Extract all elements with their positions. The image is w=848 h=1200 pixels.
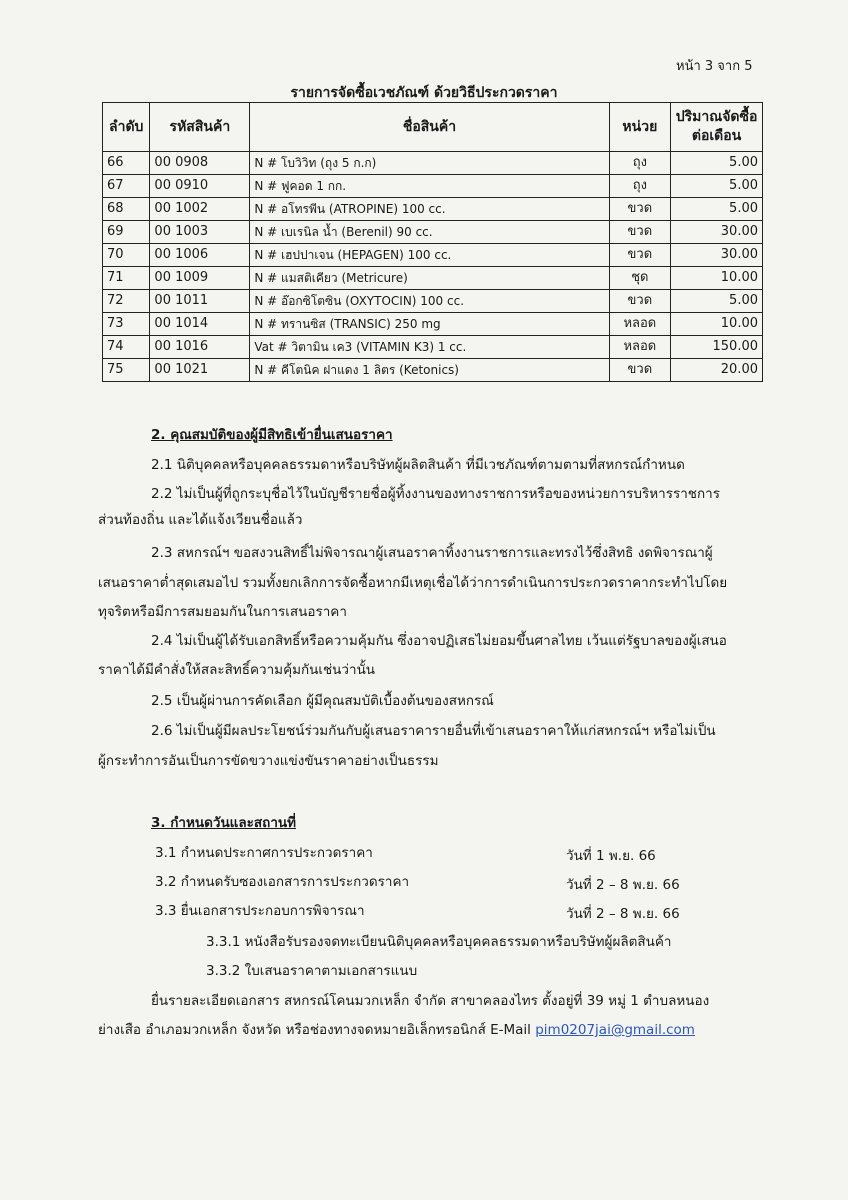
row-number-cell: 71: [103, 267, 150, 290]
submission-text: ย่างเสือ อำเภอมวกเหล็ก จังหวัด หรือช่องทางจดหมายอิเล็กทรอนิกส์ E-Mail: [98, 1022, 531, 1038]
product-name-cell: N # ฟูคอด 1 กก.: [250, 175, 609, 198]
product-code-cell: 00 1021: [150, 359, 250, 382]
requirement-3-3-1: 3.3.1 หนังสือรับรองจดทะเบียนนิติบุคคลหรือบุคคลธรรมดาหรือบริษัทผู้ผลิตสินค้า: [206, 934, 672, 950]
product-code-cell: 00 1009: [150, 267, 250, 290]
unit-cell: หลอด: [609, 313, 671, 336]
section2-heading: 2. คุณสมบัติของผู้มีสิทธิเข้ายื่นเสนอราคา: [151, 427, 393, 443]
unit-cell: ถุง: [609, 152, 671, 175]
product-code-cell: 00 0910: [150, 175, 250, 198]
product-name-cell: N # อ๊อกซิโตซิน (OXYTOCIN) 100 cc.: [250, 290, 609, 313]
submission-line2: [98, 1021, 695, 1039]
monthly-quantity-cell: 30.00: [671, 221, 763, 244]
email-link[interactable]: pim0207jai@gmail.com: [535, 1022, 695, 1038]
monthly-quantity-cell: 5.00: [671, 198, 763, 221]
section2-item-2-line2: ส่วนท้องถิ่น และได้แจ้งเวียนชื่อแล้ว: [98, 512, 303, 528]
page-number: หน้า 3 จาก 5: [676, 59, 753, 74]
header-qty-line1: ปริมาณจัดซื้อ: [675, 109, 758, 125]
product-code-cell: 00 1003: [150, 221, 250, 244]
row-number-cell: 75: [103, 359, 150, 382]
product-name-cell: N # ทรานซิส (TRANSIC) 250 mg: [250, 313, 609, 336]
section2-item-1: 2.1 นิติบุคคลหรือบุคคลธรรมดาหรือบริษัทผู้ผลิตสินค้า ที่มีเวชภัณฑ์ตามตามที่สหกรณ์กำหนด: [151, 457, 685, 473]
section2-item-4-line2: ราคาได้มีคำสั่งให้สละสิทธิ์ความคุ้มกันเช่นว่านั้น: [98, 662, 376, 678]
section2-item-5: 2.5 เป็นผู้ผ่านการคัดเลือก ผู้มีคุณสมบัติเบื้องต้นของสหกรณ์: [151, 693, 494, 709]
unit-cell: ขวด: [609, 290, 671, 313]
monthly-quantity-cell: 5.00: [671, 175, 763, 198]
product-name-cell: Vat # วิตามิน เค3 (VITAMIN K3) 1 cc.: [250, 336, 609, 359]
table-header-row: [103, 103, 763, 152]
schedule-label-2: 3.2 กำหนดรับซองเอกสารการประกวดราคา: [155, 874, 410, 890]
section2-item-4-line1: 2.4 ไม่เป็นผู้ได้รับเอกสิทธิ์หรือความคุ้มกัน ซึ่งอาจปฏิเสธไม่ยอมขึ้นศาลไทย เว้นแต่รัฐบาลของผู้เสนอ: [151, 633, 727, 649]
product-code-cell: 00 1016: [150, 336, 250, 359]
section2-item-3-line3: ทุจริตหรือมีการสมยอมกันในการเสนอราคา: [98, 604, 347, 620]
product-name-cell: N # โบวิวิท (ถุง 5 ก.ก): [250, 152, 609, 175]
header-code: รหัสสินค้า: [150, 103, 250, 152]
unit-cell: ขวด: [609, 221, 671, 244]
header-no: ลำดับ: [103, 103, 150, 152]
row-number-cell: 67: [103, 175, 150, 198]
header-qty-line2: ต่อเดือน: [691, 128, 742, 144]
table-row: [103, 267, 763, 290]
monthly-quantity-cell: 10.00: [671, 267, 763, 290]
section2-item-6-line1: 2.6 ไม่เป็นผู้มีผลประโยชน์ร่วมกันกับผู้เสนอราคารายอื่นที่เข้าเสนอราคาให้แก่สหกรณ์ฯ หรือไม่เป็น: [151, 723, 716, 739]
table-row: [103, 290, 763, 313]
monthly-quantity-cell: 5.00: [671, 290, 763, 313]
row-number-cell: 69: [103, 221, 150, 244]
section2-item-6-line2: ผู้กระทำการอันเป็นการขัดขวางแข่งขันราคาอย่างเป็นธรรม: [98, 753, 439, 769]
monthly-quantity-cell: 5.00: [671, 152, 763, 175]
table-row: [103, 313, 763, 336]
submission-line1: ยื่นรายละเอียดเอกสาร สหกรณ์โคนมวกเหล็ก จำกัด สาขาคลองไทร ตั้งอยู่ที่ 39 หมู่ 1 ตำบลหนอง: [151, 993, 710, 1009]
unit-cell: ขวด: [609, 244, 671, 267]
schedule-date-3: วันที่ 2 – 8 พ.ย. 66: [566, 906, 680, 922]
product-code-cell: 00 1011: [150, 290, 250, 313]
table-row: [103, 152, 763, 175]
row-number-cell: 74: [103, 336, 150, 359]
schedule-date-1: วันที่ 1 พ.ย. 66: [566, 848, 656, 864]
product-name-cell: N # เบเรนิล น้ำ (Berenil) 90 cc.: [250, 221, 609, 244]
row-number-cell: 66: [103, 152, 150, 175]
schedule-date-2: วันที่ 2 – 8 พ.ย. 66: [566, 877, 680, 893]
document-title: รายการจัดซื้อเวชภัณฑ์ ด้วยวิธีประกวดราคา: [290, 85, 558, 101]
product-name-cell: N # เฮปปาเจน (HEPAGEN) 100 cc.: [250, 244, 609, 267]
header-qty: [671, 103, 763, 152]
schedule-label-1: 3.1 กำหนดประกาศการประกวดราคา: [155, 845, 373, 861]
header-name: ชื่อสินค้า: [250, 103, 609, 152]
monthly-quantity-cell: 20.00: [671, 359, 763, 382]
header-unit: หน่วย: [609, 103, 671, 152]
table-row: [103, 359, 763, 382]
product-code-cell: 00 0908: [150, 152, 250, 175]
unit-cell: ขวด: [609, 198, 671, 221]
table-row: [103, 221, 763, 244]
schedule-label-3: 3.3 ยื่นเอกสารประกอบการพิจารณา: [155, 903, 365, 919]
row-number-cell: 70: [103, 244, 150, 267]
unit-cell: หลอด: [609, 336, 671, 359]
product-code-cell: 00 1006: [150, 244, 250, 267]
monthly-quantity-cell: 30.00: [671, 244, 763, 267]
monthly-quantity-cell: 150.00: [671, 336, 763, 359]
row-number-cell: 72: [103, 290, 150, 313]
unit-cell: ถุง: [609, 175, 671, 198]
product-name-cell: N # แมสติเคียว (Metricure): [250, 267, 609, 290]
section2-item-3-line1: 2.3 สหกรณ์ฯ ขอสงวนสิทธิ์ไม่พิจารณาผู้เสนอราคาทิ้งงานราชการและทรงไว้ซึ่งสิทธิ งดพิจารณาผู้: [151, 545, 713, 561]
section3-heading: 3. กำหนดวันและสถานที่: [151, 815, 297, 831]
unit-cell: ชุด: [609, 267, 671, 290]
product-name-cell: N # อโทรพีน (ATROPINE) 100 cc.: [250, 198, 609, 221]
table-row: [103, 244, 763, 267]
unit-cell: ขวด: [609, 359, 671, 382]
row-number-cell: 68: [103, 198, 150, 221]
row-number-cell: 73: [103, 313, 150, 336]
product-name-cell: N # คีโตนิค ฝาแดง 1 ลิตร (Ketonics): [250, 359, 609, 382]
monthly-quantity-cell: 10.00: [671, 313, 763, 336]
section2-item-3-line2: เสนอราคาต่ำสุดเสมอไป รวมทั้งยกเลิกการจัดซื้อหากมีเหตุเชื่อได้ว่าการดำเนินการประกวดราคากระทำไปโดย: [98, 575, 728, 591]
table-row: [103, 198, 763, 221]
procurement-table: [102, 102, 763, 382]
product-code-cell: 00 1002: [150, 198, 250, 221]
section2-item-2-line1: 2.2 ไม่เป็นผู้ที่ถูกระบุชื่อไว้ในบัญชีรายชื่อผู้ทิ้งงานของทางราชการหรือของหน่วยการบริหารราชการ: [151, 486, 720, 502]
requirement-3-3-2: 3.3.2 ใบเสนอราคาตามเอกสารแนบ: [206, 963, 418, 979]
table-row: [103, 175, 763, 198]
product-code-cell: 00 1014: [150, 313, 250, 336]
table-row: [103, 336, 763, 359]
